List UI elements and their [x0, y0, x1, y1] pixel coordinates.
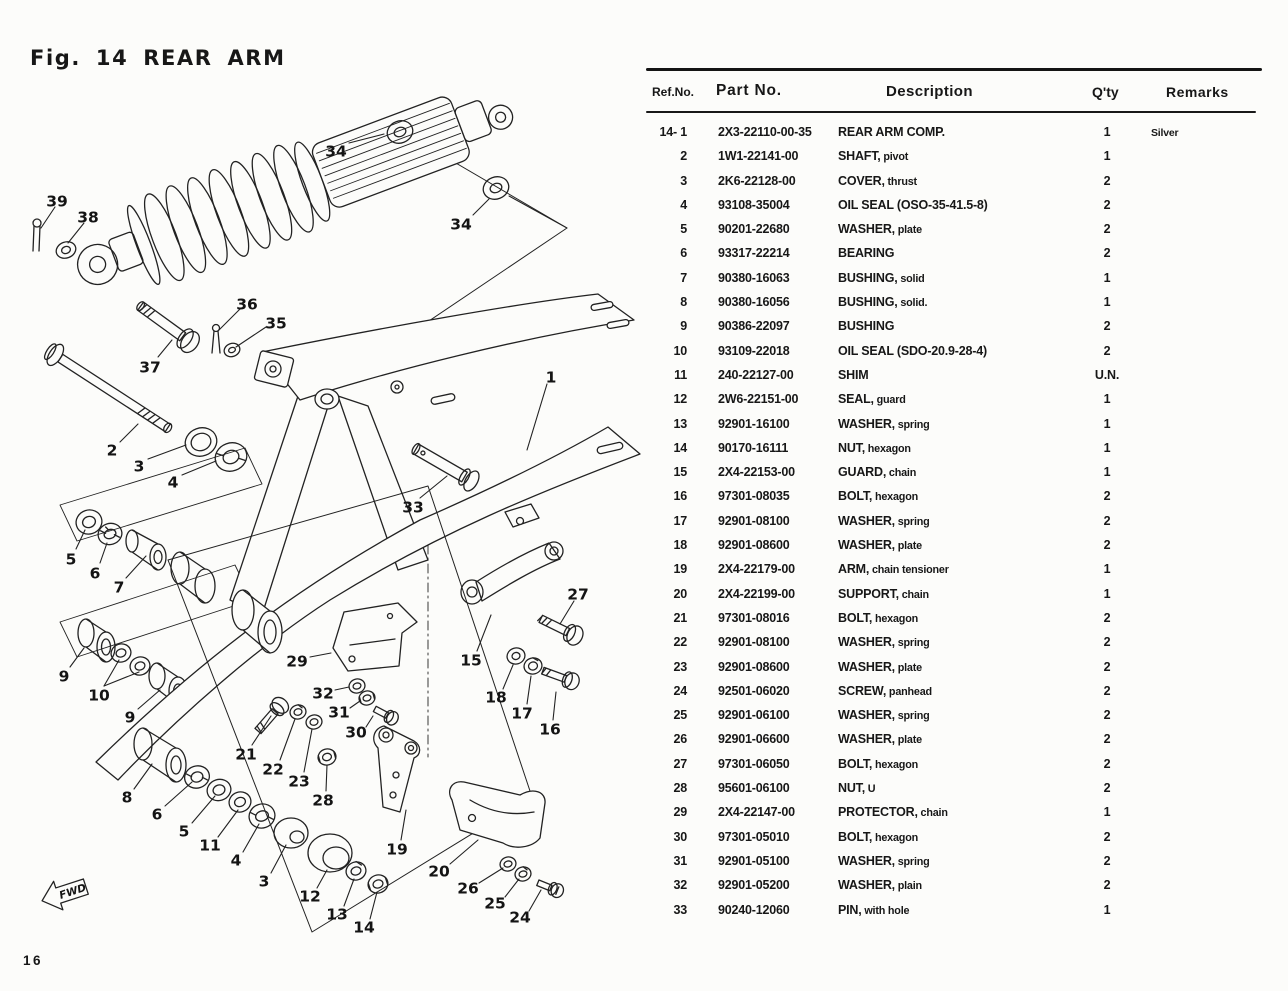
table-row — [646, 826, 1266, 850]
table-row — [646, 242, 1266, 266]
description-cell: WASHER, spring — [838, 635, 930, 650]
description-cell: ARM, chain tensioner — [838, 562, 949, 577]
part-no-cell: 92901-05100 — [718, 853, 790, 868]
callout-leader — [350, 701, 360, 708]
table-row — [646, 218, 1266, 242]
callout-leader — [104, 660, 119, 686]
table-row — [646, 583, 1266, 607]
nut — [54, 239, 78, 261]
qty-cell: 2 — [1103, 173, 1111, 188]
bushing — [126, 530, 166, 570]
diagram-callout: 39 — [46, 192, 68, 211]
description-cell: BOLT, hexagon — [838, 610, 918, 625]
fwd-label: FWD — [57, 881, 88, 902]
ref-no-cell: 3 — [680, 173, 687, 188]
qty-cell: 1 — [1103, 392, 1111, 407]
page-title: Fig. 14 REAR ARM — [30, 46, 286, 70]
diagram-callout: 7 — [113, 578, 125, 597]
diagram-callout: 4 — [230, 851, 242, 870]
description-cell: BOLT, hexagon — [838, 829, 918, 844]
ref-no-cell: 12 — [673, 392, 687, 407]
description-cell: NUT, hexagon — [838, 440, 911, 455]
description-cell: SCREW, panhead — [838, 683, 932, 698]
ref-no-cell: 15 — [673, 465, 687, 480]
part-no-cell: 92901-06100 — [718, 708, 790, 723]
qty-cell: 1 — [1103, 125, 1111, 139]
ref-no-cell: 26 — [673, 732, 687, 747]
cotter-pin — [33, 219, 41, 251]
ref-no-cell: 10 — [673, 343, 687, 358]
diagram-callout: 20 — [428, 862, 450, 881]
part-no-cell: 97301-08016 — [718, 610, 790, 625]
ref-no-cell: 22 — [673, 635, 687, 650]
washer — [304, 713, 323, 731]
description-cell: SHIM — [838, 367, 869, 382]
qty-cell: 1 — [1103, 270, 1111, 285]
description-cell: BOLT, hexagon — [838, 756, 918, 771]
diagram-callout: 27 — [567, 585, 589, 604]
table-row — [646, 461, 1266, 485]
ref-no-cell: 27 — [673, 756, 687, 771]
part-no-cell: 90170-16111 — [718, 440, 789, 455]
ref-no-cell: 19 — [673, 562, 687, 577]
table-row — [646, 291, 1266, 315]
ref-no-cell: 9 — [680, 319, 687, 334]
callout-leader — [104, 672, 139, 686]
description-cell: COVER, thrust — [838, 173, 917, 188]
qty-cell: 1 — [1103, 465, 1111, 480]
diagram-callout: 3 — [133, 457, 145, 476]
callout-leader — [553, 692, 556, 720]
qty-cell: 2 — [1103, 513, 1111, 528]
diagram-callout: 31 — [328, 703, 350, 722]
description-cell: BUSHING, solid. — [838, 295, 928, 310]
callout-leader — [76, 530, 85, 549]
diagram-callout: 37 — [139, 358, 161, 377]
bushing — [78, 619, 115, 662]
diagram-callout: 22 — [262, 760, 284, 779]
table-row — [646, 485, 1266, 509]
ref-no-cell: 14 — [673, 440, 687, 455]
table-row — [646, 340, 1266, 364]
table-row — [646, 121, 1266, 145]
table-header-rule — [646, 111, 1256, 113]
qty-cell: 2 — [1103, 829, 1111, 844]
nut — [316, 747, 338, 767]
callout-leader — [326, 765, 327, 791]
description-cell: WASHER, plain — [838, 878, 922, 893]
description-cell: NUT, U — [838, 781, 876, 796]
callout-leader — [236, 327, 266, 347]
ref-no-cell: 6 — [680, 246, 687, 261]
ref-no-cell: 25 — [673, 708, 687, 723]
part-no-cell: 2K6-22128-00 — [718, 173, 796, 188]
table-row — [646, 656, 1266, 680]
shock-absorber — [62, 64, 526, 312]
diagram-callout: 35 — [265, 314, 287, 333]
chain-guard-outline — [168, 486, 532, 932]
ref-no-cell: 32 — [673, 878, 687, 893]
description-cell: REAR ARM COMP. — [838, 125, 945, 139]
qty-cell: 2 — [1103, 781, 1111, 796]
description-cell: PROTECTOR, chain — [838, 805, 948, 820]
table-row — [646, 267, 1266, 291]
diagram-callout: 10 — [88, 686, 110, 705]
ref-no-cell: 23 — [673, 659, 687, 674]
part-no-cell: 93108-35004 — [718, 197, 790, 212]
bolt — [251, 694, 291, 737]
screw — [535, 876, 565, 899]
part-no-cell: 97301-06050 — [718, 756, 790, 771]
qty-cell: 1 — [1103, 295, 1111, 310]
callout-leader — [503, 665, 513, 689]
callout-leader — [304, 729, 312, 772]
ref-no-cell: 31 — [673, 853, 687, 868]
qty-cell: 1 — [1103, 440, 1111, 455]
ref-no-cell: 7 — [680, 270, 687, 285]
callout-leader — [527, 384, 547, 450]
diagram-callout: 13 — [326, 905, 348, 924]
ref-no-cell: 4 — [680, 197, 687, 212]
part-no-cell: 90386-22097 — [718, 319, 790, 334]
ref-no-cell: 33 — [673, 902, 687, 917]
swingarm — [96, 294, 640, 780]
diagram-callout: 5 — [65, 550, 77, 569]
callout-leader — [165, 782, 192, 806]
qty-cell: 2 — [1103, 197, 1111, 212]
callout-leader — [317, 870, 327, 888]
diagram-callout: 38 — [77, 208, 99, 227]
description-cell: PIN, with hole — [838, 902, 910, 917]
pivot-collar — [171, 552, 215, 603]
diagram-callout: 6 — [151, 805, 163, 824]
ref-no-cell: 30 — [673, 829, 687, 844]
bolt — [535, 609, 586, 648]
description-cell: OIL SEAL (OSO-35-41.5-8) — [838, 197, 988, 212]
callout-leader — [366, 716, 373, 727]
part-no-cell: 2X4-22179-00 — [718, 562, 795, 577]
qty-cell: 2 — [1103, 222, 1111, 237]
table-row — [646, 510, 1266, 534]
description-cell: SUPPORT, chain — [838, 586, 929, 601]
part-no-cell: 90380-16063 — [718, 270, 790, 285]
diagram-callout: 9 — [124, 708, 136, 727]
ref-no-cell: 11 — [674, 367, 687, 382]
description-cell: WASHER, spring — [838, 416, 930, 431]
callout-leader — [280, 719, 295, 760]
description-cell: WASHER, spring — [838, 708, 930, 723]
qty-cell: 1 — [1103, 586, 1111, 601]
qty-cell: 1 — [1103, 562, 1111, 577]
table-row — [646, 315, 1266, 339]
pin-with-hole — [408, 438, 482, 494]
diagram-callout: 6 — [89, 564, 101, 583]
ref-no-cell: 28 — [673, 781, 687, 796]
part-no-cell: 92901-08600 — [718, 659, 790, 674]
part-no-cell: 2X4-22199-00 — [718, 586, 795, 601]
callout-leader — [120, 424, 138, 442]
table-row — [646, 194, 1266, 218]
part-no-cell: 90380-16056 — [718, 295, 790, 310]
part-no-cell: 90240-12060 — [718, 902, 790, 917]
qty-cell: 2 — [1103, 756, 1111, 771]
description-cell: BUSHING — [838, 319, 895, 334]
diagram-callout: 32 — [312, 684, 334, 703]
washer — [498, 855, 517, 873]
ref-no-cell: 13 — [673, 416, 687, 431]
callout-leader — [473, 199, 489, 215]
diagram-callout: 9 — [58, 667, 70, 686]
diagram-callout: 15 — [460, 651, 482, 670]
table-row — [646, 704, 1266, 728]
col-header-qty: Q'ty — [1092, 84, 1119, 100]
diagram-callout: 23 — [288, 772, 310, 791]
callout-leader — [477, 615, 491, 651]
table-row — [646, 558, 1266, 582]
callout-leader — [479, 868, 503, 883]
qty-cell: 2 — [1103, 489, 1111, 504]
table-row — [646, 874, 1266, 898]
table-row — [646, 388, 1266, 412]
table-top-rule — [646, 68, 1262, 71]
callout-leader — [126, 556, 146, 578]
diagram-callout: 2 — [106, 441, 118, 460]
table-row — [646, 607, 1266, 631]
callout-leader — [134, 764, 152, 789]
shock-washer — [480, 173, 512, 203]
description-cell: GUARD, chain — [838, 465, 917, 480]
tensioner-bracket — [374, 726, 420, 812]
table-row — [646, 680, 1266, 704]
part-no-cell: 92901-06600 — [718, 732, 790, 747]
oil-seal — [109, 641, 134, 664]
part-no-cell: 95601-06100 — [718, 781, 790, 796]
part-no-cell: 97301-05010 — [718, 829, 790, 844]
description-cell: WASHER, spring — [838, 513, 930, 528]
qty-cell: 2 — [1103, 319, 1111, 334]
diagram-callout: 26 — [457, 879, 479, 898]
ref-no-cell: 16 — [673, 489, 687, 504]
callout-leader — [560, 601, 574, 624]
chain-support — [450, 782, 545, 847]
spring-washer — [288, 703, 307, 721]
remarks-cell: Silver — [1151, 127, 1179, 139]
qty-cell: 2 — [1103, 343, 1111, 358]
spring-washer — [513, 865, 532, 883]
ref-no-cell: 29 — [673, 805, 687, 820]
qty-cell: 2 — [1103, 732, 1111, 747]
part-no-cell: 2X4-22147-00 — [718, 805, 795, 820]
ref-no-cell: 5 — [680, 222, 687, 237]
table-row — [646, 413, 1266, 437]
col-header-desc: Description — [886, 83, 973, 100]
fwd-arrow — [37, 872, 90, 915]
ref-no-cell: 14- 1 — [659, 125, 687, 139]
ref-no-cell: 21 — [673, 610, 687, 625]
description-cell: WASHER, plate — [838, 659, 922, 674]
table-row — [646, 850, 1266, 874]
table-row — [646, 631, 1266, 655]
diagram-callout: 34 — [325, 142, 347, 161]
callout-leader — [192, 796, 215, 823]
part-no-cell: 92501-06020 — [718, 683, 790, 698]
callout-leader — [182, 461, 216, 475]
qty-cell: 1 — [1103, 902, 1111, 917]
table-row — [646, 170, 1266, 194]
part-no-cell: 92901-08600 — [718, 538, 790, 553]
cover-thrust — [181, 423, 221, 460]
diagram-callout: 33 — [402, 498, 424, 517]
qty-cell: 2 — [1103, 610, 1111, 625]
callout-leader — [529, 890, 541, 911]
cotter-pin — [212, 325, 220, 354]
qty-cell: 2 — [1103, 708, 1111, 723]
diagram-callout: 36 — [236, 295, 258, 314]
seal-guard — [308, 834, 352, 872]
qty-cell: 1 — [1103, 416, 1111, 431]
callout-leader — [70, 648, 84, 667]
diagram-callout: 1 — [545, 368, 557, 387]
description-cell: SEAL, guard — [838, 392, 906, 407]
pivot-shaft — [41, 340, 177, 440]
diagram-callout: 28 — [312, 791, 334, 810]
callout-leader — [505, 879, 519, 897]
callout-leader — [344, 879, 354, 906]
diagram-callout: 21 — [235, 745, 257, 764]
diagram-callout: 14 — [353, 918, 375, 937]
description-cell: WASHER, plate — [838, 538, 922, 553]
part-no-cell: 92901-05200 — [718, 878, 790, 893]
diagram-callout: 16 — [539, 720, 561, 739]
diagram-callout: 8 — [121, 788, 133, 807]
ref-no-cell: 24 — [673, 683, 687, 698]
diagram-callout: 24 — [509, 908, 531, 927]
part-no-cell: 92901-08100 — [718, 635, 790, 650]
bolt — [540, 663, 582, 692]
part-no-cell: 97301-08035 — [718, 489, 790, 504]
description-cell: BUSHING, solid — [838, 270, 925, 285]
col-header-part: Part No. — [716, 82, 782, 99]
table-row — [646, 534, 1266, 558]
qty-cell: 2 — [1103, 538, 1111, 553]
table-row — [646, 437, 1266, 461]
callout-leader — [401, 810, 406, 840]
ref-no-cell: 17 — [673, 513, 687, 528]
ref-no-cell: 18 — [673, 538, 687, 553]
diagram-callout: 29 — [286, 652, 308, 671]
callout-leader — [148, 445, 186, 459]
ref-no-cell: 20 — [673, 586, 687, 601]
qty-cell: 2 — [1103, 683, 1111, 698]
qty-cell: 2 — [1103, 659, 1111, 674]
qty-cell: 2 — [1103, 246, 1111, 261]
part-no-cell: 2W6-22151-00 — [718, 392, 799, 407]
table-row — [646, 364, 1266, 388]
description-cell: WASHER, plate — [838, 732, 922, 747]
callout-leader — [335, 687, 349, 690]
description-cell: WASHER, spring — [838, 853, 930, 868]
callout-leader — [100, 543, 107, 563]
qty-cell: 1 — [1103, 805, 1111, 820]
nut — [366, 872, 391, 895]
qty-cell: U.N. — [1094, 367, 1120, 382]
washer — [505, 646, 527, 666]
col-header-ref: Ref.No. — [652, 85, 694, 99]
part-no-cell: 2X3-22110-00-35 — [718, 125, 812, 139]
parts-table-rows — [646, 121, 1266, 923]
qty-cell: 1 — [1103, 149, 1111, 164]
table-row — [646, 801, 1266, 825]
description-cell: SHAFT, pivot — [838, 149, 909, 164]
diagram-callout: 3 — [258, 872, 270, 891]
callout-leader — [158, 340, 172, 357]
qty-cell: 2 — [1103, 635, 1111, 650]
callout-leader — [527, 676, 531, 704]
diagram-callout: 18 — [485, 688, 507, 707]
diagram-callout: 25 — [484, 894, 506, 913]
diagram-callout: 12 — [299, 887, 321, 906]
part-no-cell: 93109-22018 — [718, 343, 790, 358]
tensioner-arm — [461, 542, 563, 604]
table-row — [646, 145, 1266, 169]
bolt — [371, 703, 400, 727]
callout-leader — [450, 840, 478, 864]
spring-washer — [522, 656, 544, 676]
qty-cell: 2 — [1103, 853, 1111, 868]
diagram-callout: 30 — [345, 723, 367, 742]
diagram-callout: 17 — [511, 704, 533, 723]
part-no-cell: 1W1-22141-00 — [718, 149, 799, 164]
qty-cell: 2 — [1103, 878, 1111, 893]
part-no-cell: 93317-22214 — [718, 246, 790, 261]
description-cell: WASHER, plate — [838, 222, 922, 237]
callout-leader — [243, 824, 259, 852]
part-no-cell: 2X4-22153-00 — [718, 465, 795, 480]
description-cell: BOLT, hexagon — [838, 489, 918, 504]
diagram-callout: 4 — [167, 473, 179, 492]
callout-leader — [310, 653, 331, 657]
washer — [222, 341, 241, 359]
cover-thrust — [274, 818, 308, 848]
ref-no-cell: 8 — [680, 295, 687, 310]
ref-no-cell: 2 — [680, 149, 687, 164]
table-row — [646, 753, 1266, 777]
callout-leader — [218, 810, 238, 837]
col-header-remarks: Remarks — [1166, 84, 1229, 100]
table-row — [646, 777, 1266, 801]
part-no-cell: 92901-16100 — [718, 416, 790, 431]
diagram-callout: 5 — [178, 822, 190, 841]
part-no-cell: 92901-08100 — [718, 513, 790, 528]
description-cell: OIL SEAL (SDO-20.9-28-4) — [838, 343, 987, 358]
diagram-callout: 34 — [450, 215, 472, 234]
description-cell: BEARING — [838, 246, 895, 261]
chain-protector — [333, 603, 417, 671]
diagram-callout: 11 — [199, 836, 221, 855]
part-no-cell: 90201-22680 — [718, 222, 790, 237]
washer — [73, 507, 105, 538]
table-row — [646, 728, 1266, 752]
bolt — [131, 295, 203, 356]
page-number: 16 — [23, 953, 44, 968]
part-no-cell: 240-22127-00 — [718, 367, 794, 382]
table-row — [646, 899, 1266, 923]
diagram-callout: 19 — [386, 840, 408, 859]
